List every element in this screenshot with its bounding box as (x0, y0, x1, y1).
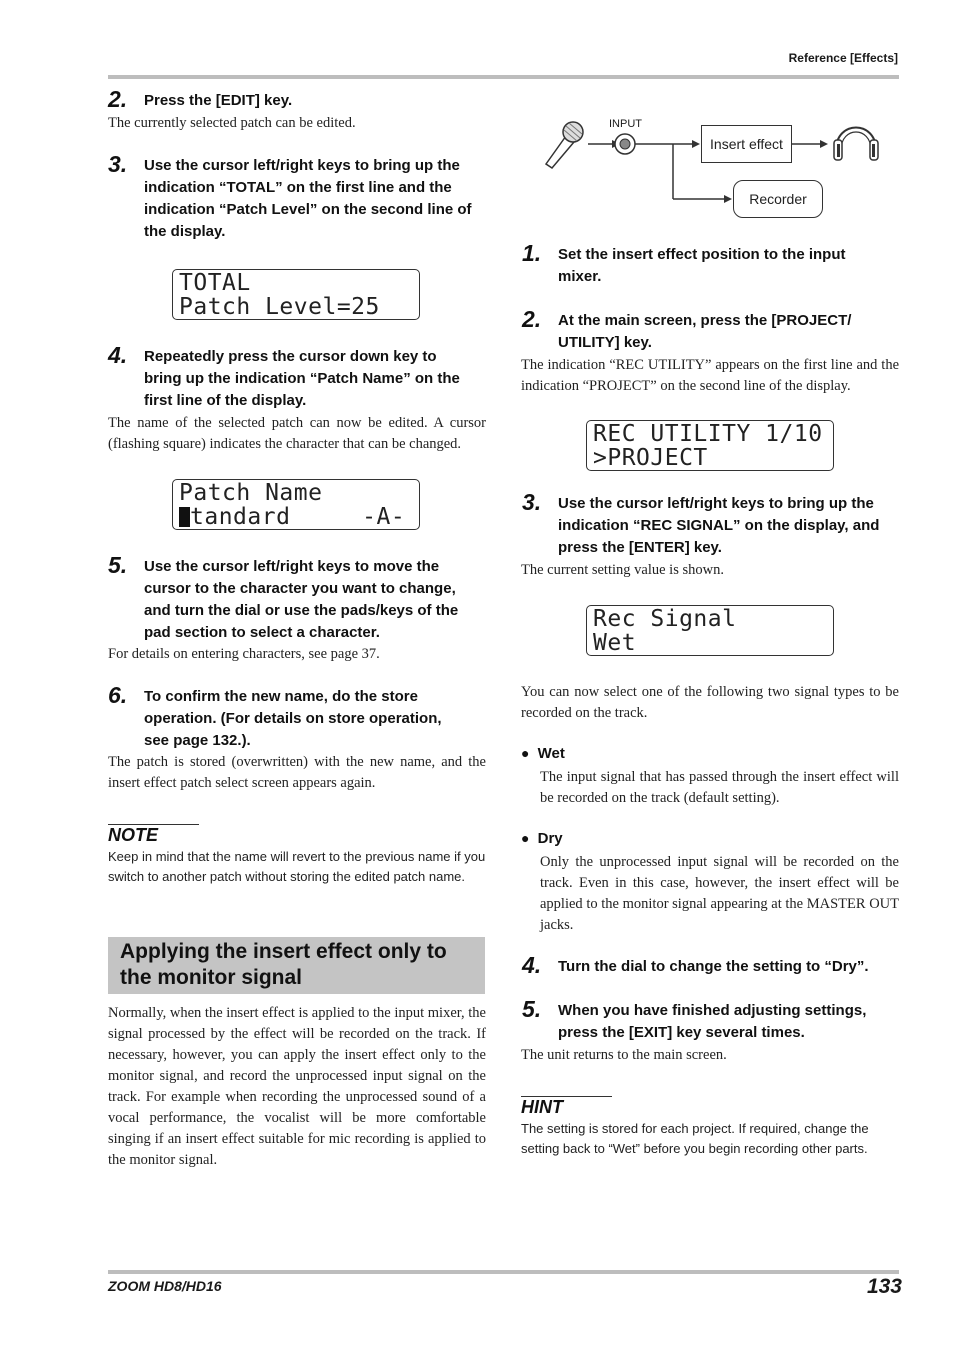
left-step-2-body: The currently selected patch can be edited. (108, 115, 356, 131)
lcd-cursor (179, 507, 190, 527)
step-title (558, 956, 902, 978)
step-title (558, 244, 902, 288)
step-title-line: and turn the dial or use the pads/keys of the (144, 602, 459, 619)
hint-text: The setting is stored for each project. If required, change the setting back to “Wet” before you begin recording other parts. (521, 1121, 869, 1156)
step-title-line: mixer. (558, 268, 602, 285)
step-title (558, 493, 902, 559)
step-title-line: When you have finished adjusting settings, (558, 1002, 867, 1019)
lcd-rec-utility (586, 420, 834, 471)
option-name: Wet (537, 745, 565, 762)
step-title-line: Turn the dial to change the setting to “Dry”. (558, 958, 869, 975)
right-step-2-body: The indication “REC UTILITY” appears on the first line and the indication “PROJECT” on the second line of the display. (521, 357, 899, 394)
header-rule (108, 75, 899, 79)
section-body: Normally, when the insert effect is applied to the input mixer, the signal processed by the effect will be recorded on the track. If necessary, however, you can apply the insert effect only to the monitor signal, and record the unprocessed input signal on the track. For example when recording the unprocessed sound of a vocal performance, the vocalist will be more comfortable singing if an insert effect suitable for mic recording is applied to the monitor signal. (108, 1005, 486, 1168)
lcd-line-1: Patch Name (179, 480, 323, 506)
right-step-5-body: The unit returns to the main screen. (521, 1047, 727, 1063)
input-label: INPUT (609, 118, 642, 130)
page-number: 133 (866, 1275, 902, 1298)
option-dry-heading (521, 830, 563, 847)
step-title (144, 686, 488, 752)
signal-flow-diagram (540, 110, 885, 220)
right-step-3-body: The current setting value is shown. (521, 562, 724, 578)
left-step-6 (108, 682, 488, 756)
step-title-line: pad section to select a character. (144, 624, 380, 641)
step-title (144, 556, 488, 644)
step-number: 4. (108, 342, 128, 368)
lcd-line-2: Patch Level=25 (179, 294, 380, 320)
option-wet-text: The input signal that has passed through the insert effect will be recorded on the track (default setting). (540, 769, 899, 806)
step-title (558, 1000, 902, 1044)
step-number: 4. (522, 952, 542, 978)
step-title (144, 155, 488, 243)
step-number: 5. (108, 552, 128, 578)
step-title-line: cursor to the character you want to change, (144, 580, 456, 597)
option-name: Dry (537, 830, 563, 847)
left-step-5 (108, 552, 488, 646)
left-step-6-body: The patch is stored (overwritten) with the new name, and the insert effect patch select screen appears again. (108, 754, 486, 791)
step-title-line: see page 132.). (144, 732, 251, 749)
lcd-line-2: >PROJECT (593, 445, 708, 471)
step-title-line: indication “TOTAL” on the first line and the (144, 179, 452, 196)
select-text: You can now select one of the following two signal types to be recorded on the track. (521, 684, 899, 721)
footer-model: ZOOM HD8/HD16 (108, 1278, 222, 1294)
right-step-5 (522, 996, 902, 1050)
step-title-line: indication “REC SIGNAL” on the display, and (558, 517, 880, 534)
section-heading (108, 937, 485, 994)
bullet-icon: ● (521, 745, 530, 761)
lcd-line-1: REC UTILITY 1/10 (593, 421, 823, 447)
step-title-line: UTILITY] key. (558, 334, 652, 351)
insert-effect-box: Insert effect (701, 125, 792, 163)
step-title-line: Repeatedly press the cursor down key to (144, 348, 437, 365)
step-number: 3. (522, 489, 542, 515)
right-step-1 (522, 240, 902, 294)
lcd-line-1: TOTAL (179, 270, 251, 296)
lcd-total (172, 269, 420, 320)
left-step-4-body: The name of the selected patch can now be edited. A cursor (flashing square) indicates the character that can be changed. (108, 415, 486, 452)
lcd-line-1: Rec Signal (593, 606, 737, 632)
option-dry-text: Only the unprocessed input signal will be recorded on the track. Even in this case, however, the insert effect will be applied to the monitor signal appearing at the MASTER OUT jacks. (540, 854, 899, 933)
left-step-5-body: For details on entering characters, see page 37. (108, 646, 380, 662)
option-wet-heading (521, 745, 565, 762)
headphones-icon (834, 128, 878, 161)
step-title-line: indication “Patch Level” on the second line of (144, 201, 472, 218)
right-step-2 (522, 306, 902, 360)
step-title-line: press the [ENTER] key. (558, 539, 722, 556)
recorder-box: Recorder (733, 180, 823, 218)
microphone-icon (546, 122, 583, 168)
step-number: 2. (108, 86, 128, 112)
step-title-line: To confirm the new name, do the store (144, 688, 418, 705)
step-number: 2. (522, 306, 542, 332)
step-number: 3. (108, 151, 128, 177)
step-title (144, 346, 488, 412)
section-title-line: the monitor signal (120, 966, 303, 989)
right-step-4 (522, 952, 902, 986)
step-title-line: the display. (144, 223, 226, 240)
step-number: 5. (522, 996, 542, 1022)
footer-rule (108, 1270, 899, 1274)
step-title-line: Use the cursor left/right keys to bring up the (144, 157, 460, 174)
note-text: Keep in mind that the name will revert to the previous name if you switch to another patch without storing the edited patch name. (108, 849, 486, 884)
step-title-line: first line of the display. (144, 392, 307, 409)
step-number: 6. (108, 682, 128, 708)
step-title-line: operation. (For details on store operation, (144, 710, 442, 727)
step-title-line: Set the insert effect position to the input (558, 246, 846, 263)
hint-label: HINT (521, 1097, 563, 1117)
step-title-line: press the [EXIT] key several times. (558, 1024, 805, 1041)
step-title (558, 310, 902, 354)
header-section: Reference [Effects] (788, 51, 898, 65)
step-title-line: At the main screen, press the [PROJECT/ (558, 312, 852, 329)
step-title-line: Use the cursor left/right keys to bring up the (558, 495, 874, 512)
step-number: 1. (522, 240, 542, 266)
left-step-4 (108, 342, 488, 416)
step-title-line: Use the cursor left/right keys to move the (144, 558, 440, 575)
left-step-3 (108, 151, 488, 245)
lcd-line-2-text: tandard -A- (190, 504, 406, 530)
lcd-patch-name (172, 479, 420, 530)
step-title-line: bring up the indication “Patch Name” on the (144, 370, 460, 387)
note-label: NOTE (108, 825, 159, 845)
right-step-3 (522, 489, 902, 563)
bullet-icon: ● (521, 830, 530, 846)
input-jack-icon (615, 134, 635, 154)
lcd-line-2: Wet (593, 630, 637, 656)
section-title-line: Applying the insert effect only to (120, 940, 447, 963)
lcd-line-2 (179, 505, 405, 529)
lcd-rec-signal (586, 605, 834, 656)
step-title: Press the [EDIT] key. (144, 92, 293, 109)
